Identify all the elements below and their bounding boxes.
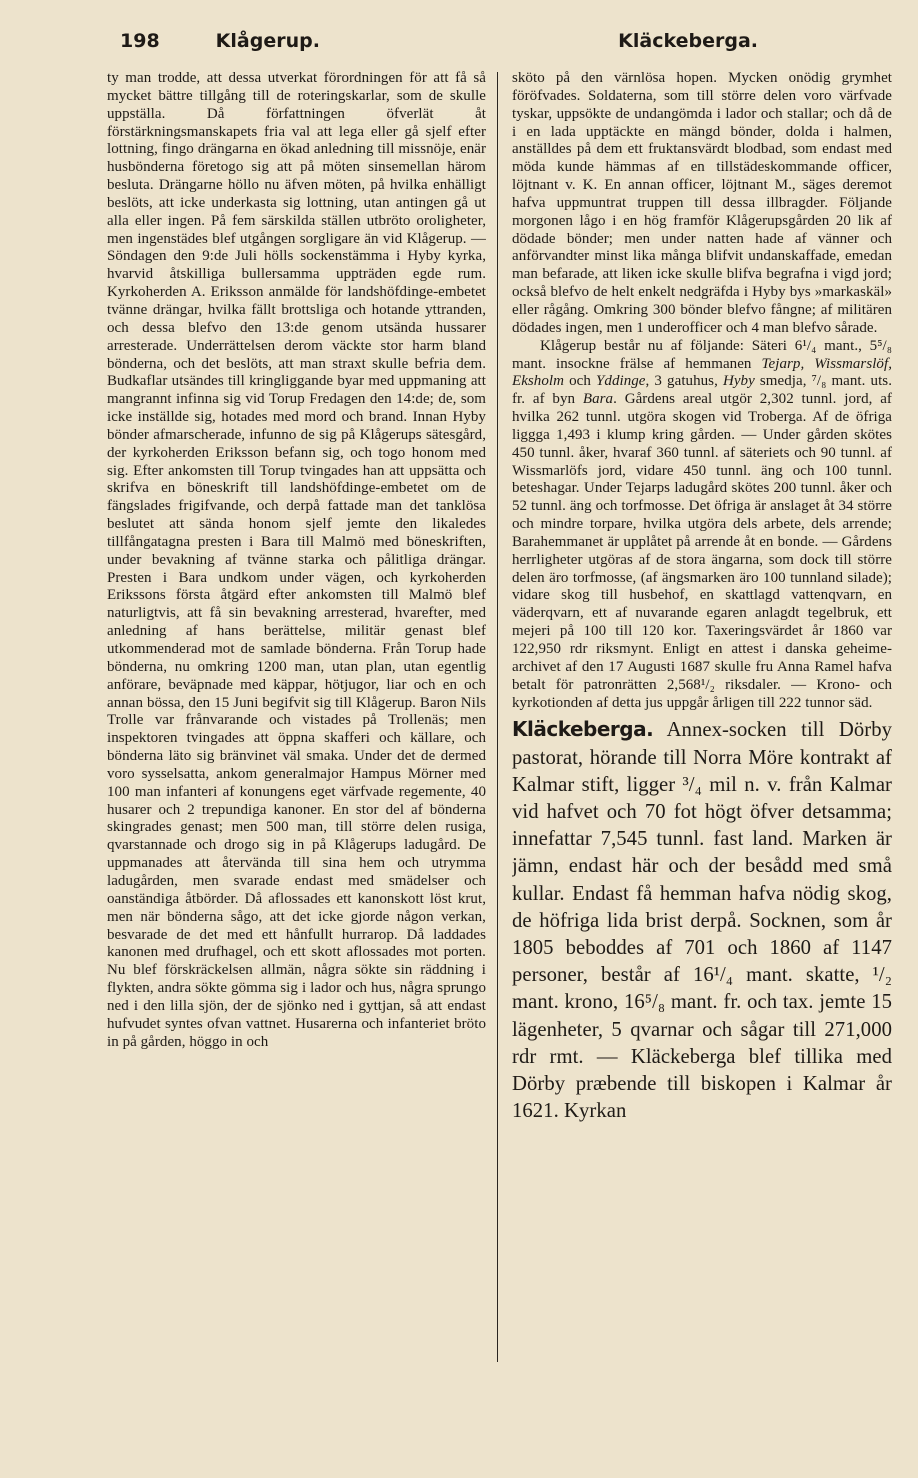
right-column	[512, 70, 892, 1370]
right-running-title: Kläckeberga.	[618, 30, 758, 52]
p2-part-e: . Gårdens areal utgör 2,302 tunnl. jord, af hvilka 262 tunnl. utgöra skogen vid Troberga. Af de öfriga liggga 1,493 i klump kring gården. — Under gården skötes 450 tunnl. åker, hvaraf 360 tunnl. af säteriets och 90 tunnl. af Wissmarlöfs jord, vidare 450 tunnl. äng och 100 tunnl. beteshagar. Under Tejarps ladugård skötes 200 tunnl. åker och 52 tunnl. äng och torfmosse. Det öfriga är anslaget åt 34 större och mindre torpare, hvilka utgöra dels arbete, dels arrende; Barahemmanet är upplåtet på arrende åt en bonde. — Gårdens herrligheter utgöras af de stora ängarna, som dock till större delen äro torfmosse, (af ängsmarken äro 100 tunnland silade); vidare skog till husbehof, en skattlagd vattenqvarn, en väderqvarn, ett af nuvarande egaren anlagdt tegelbruk, ett mejeri på 100 till 120 kor. Taxeringsvärdet år 1860 var 122,950 rdr riksmynt. Enligt en attest i danska geheime-archivet af den 17 Augusti 1687 skulle fru Anna Ramel hafva betalt för patronrätten 2,568¹/₂ riksdaler. — Krono- och kyrkotionden af detta jus uppgår årligen till 222 tunnor säd.	[512, 391, 892, 711]
p2-part-d: smedja, ⁷/₈ mant. uts. fr. af byn	[512, 373, 892, 408]
right-paragraph-2	[512, 338, 892, 713]
p2-italic-hyby: Hyby	[722, 373, 755, 390]
p2-part-b: och	[564, 373, 596, 390]
page-header	[120, 24, 898, 58]
left-column-text: ty man trodde, att dessa utverkat förordningen för att få så mycket bättre tillgång till de roteringskarlar, som de skulle uppställa. Då författningen öfverlät åt förstärkningsmanskapets fria val att lega eller gå sjelf efter lottning, fingo drängarna en ökad anledning till missnöje, enär husbönderna företogo sig att på möten sinsemellan härom besluta. Drängarne höllo nu äfven möten, på hvilka enhälligt beslöts, att icke underkasta sig lottning, utan antingen gå ut alla eller ingen. På fem särskilda ställen utbröto oroligheter, men ingenstädes blef utgången sorgligare än vid Klågerup. — Söndagen den 9:de Juli hölls sockenstämma i Hyby kyrka, hvarvid åtskilliga bullersamma uppträden egde rum. Kyrkoherden A. Eriksson anmälde för landshöfdinge-embetet tvänne drängar, hvilka fällt brottsliga och hotande yttranden, och dessa blefvo den 13:de genom utsända hussarer arresterade. Underrättelsen derom väckte stor harm bland bönderna, och det beslöts, att man straxt skulle befria dem. Budkaflar utsändes till kringliggande byar med uppmaning att mangrannt infinna sig vid Torup Fredagen den 14:de; de, som icke inställde sig, hotades med mord och brand. Innan Hyby bönder afmarscherade, infunno de sig på Klågerups sätesgård, der kyrkoherden Eriksson befann sig, och togo honom med sig. Efter ankomsten till Torup tvingades han att uppsätta och skrifva en böneskrift till landshöfdinge-embetet om de fängslades frigifvande, och derpå fattade man det tanklösa beslutet att sända honom sjelf jemte den likaledes tillfångatagna presten i Bara till Malmö med böneskriften, under bevakning af tvänne starka och pålitliga drängar. Presten i Bara undkom under vägen, och kyrkoherden Erikssons första åtgärd efter ankomsten till Malmö blef naturligtvis, att få sin bevakning arresterad, hvarefter, med anledning af hans berättelse, militär genast blef utkommenderad mot de samlade bönderna. Från Torup hade bönderna, nu omkring 1200 man, utan plan, utan egentlig anförare, beväpnade med käppar, hötjugor, liar och en och annan bössa, den 15 Juni begifvit sig till Klågerup. Baron Nils Trolle var frånvarande och vistades på Trollenäs; men inspektoren tvingades att öppna skafferi och källare, och bönderna läto sig bränvinet väl smaka. Under det de dermed voro sysselsatta, ankom generalmajor Hampus Mörner med 100 man infanteri af konungens eget värfvade regemente, 40 husarer och 2 trepundiga kanoner. En stor del af bönderna skingrades genast; men 500 man, till större delen rusiga, qvarstannade och drogo sig in på Klågerups ladugård. De uppmanades att återvända till sina hem och utrymma ladugården, men svarade endast med smädelser och oanständiga åtbörder. Då aflossades ett kanonskott löst krut, men när bönderna sågo, att det icke gjorde någon verkan, besvarade de det med ett hånfullt hurrarop. Då laddades kanonen med drufhagel, och ett skott aflossades mot porten. Nu blef förskräckelsen allmän, några sökte sin räddning i flykten, andra sökte gömma sig i lador och hus, några sprungo ned i den lilla sjön, der de sjönko ned i gyttjan, så att endast hufvudet syntes ofvan vattnet. Husarerna och infanteriet bröto in på gården, höggo in och	[107, 70, 486, 1050]
p2-part-a: Klågerup består nu af följande: Säteri 6¹/₄ mant., 5⁵/₈ mant. insockne frälse af hemmanen	[512, 337, 892, 372]
p2-italic-bara: Bara	[582, 391, 614, 408]
p2-italic-yddinge: Yddinge	[596, 373, 646, 390]
p2-italic-estates: Tejarp, Wissmarslöf, Eksholm	[512, 355, 892, 390]
left-column	[107, 70, 486, 1370]
entry-text: Annex-socken till Dörby pastorat, hörande till Norra Möre kontrakt af Kalmar stift, ligger ³/₄ mil n. v. från Kalmar vid hafvet och 70 fot högt öfver detsamma; innefattar 7,545 tunnl. fast land. Marken är jämn, endast här och der besådd med små kullar. Endast få hemman hafva nödig skog, de höfriga lida brist derpå. Socknen, som år 1805 beboddes af 701 och 1860 af 1147 personer, består af 16¹/₄ mant. skatte, ¹/₂ mant. krono, 16⁵/₈ mant. fr. och tax. jemte 15 lägenheter, 5 qvarnar och sågar till 271,000 rdr rmt. — Kläckeberga blef tillika med Dörby præbende till biskopen i Kalmar år 1621. Kyrkan	[512, 719, 892, 1123]
entry-klackeberga	[512, 716, 892, 1125]
right-paragraph-1: sköto på den värnlösa hopen. Mycken onödig grymhet föröfvades. Soldaterna, som till större delen voro värfvade tyskar, uppsökte de undangömda i lador och stallar; och då de i en lada upptäckte en mängd bönder, dolda i halmen, anställdes på dem ett fruktansvärdt blodbad, som endast med möda kunde hämmas af en tillstädeskommande officer, löjtnant v. K. En annan officer, löjtnant M., säges deremot hafva uppmuntrat truppen till dessa illbragder. Följande morgonen lågo i en hög framför Klågerupsgården 20 lik af dödade bönder; men under natten hade af vänner och anförvandter minst lika många blifvit undanskaffade, emedan man befarade, att liken icke skulle blifva begrafna i vigd jord; också blefvo de helt enkelt nedgräfda i Hyby bys »markaskäl» eller rågång. Omkring 300 bönder blefvo fångne; af militären dödades ingen, men 1 underofficer och 4 man blefvo sårade.	[512, 70, 892, 336]
page-number: 198	[120, 30, 160, 52]
entry-heading: Kläckeberga.	[512, 717, 654, 742]
left-running-title: Klågerup.	[215, 30, 320, 52]
p2-part-c: , 3 gatuhus,	[645, 373, 723, 390]
column-divider	[497, 72, 498, 1362]
